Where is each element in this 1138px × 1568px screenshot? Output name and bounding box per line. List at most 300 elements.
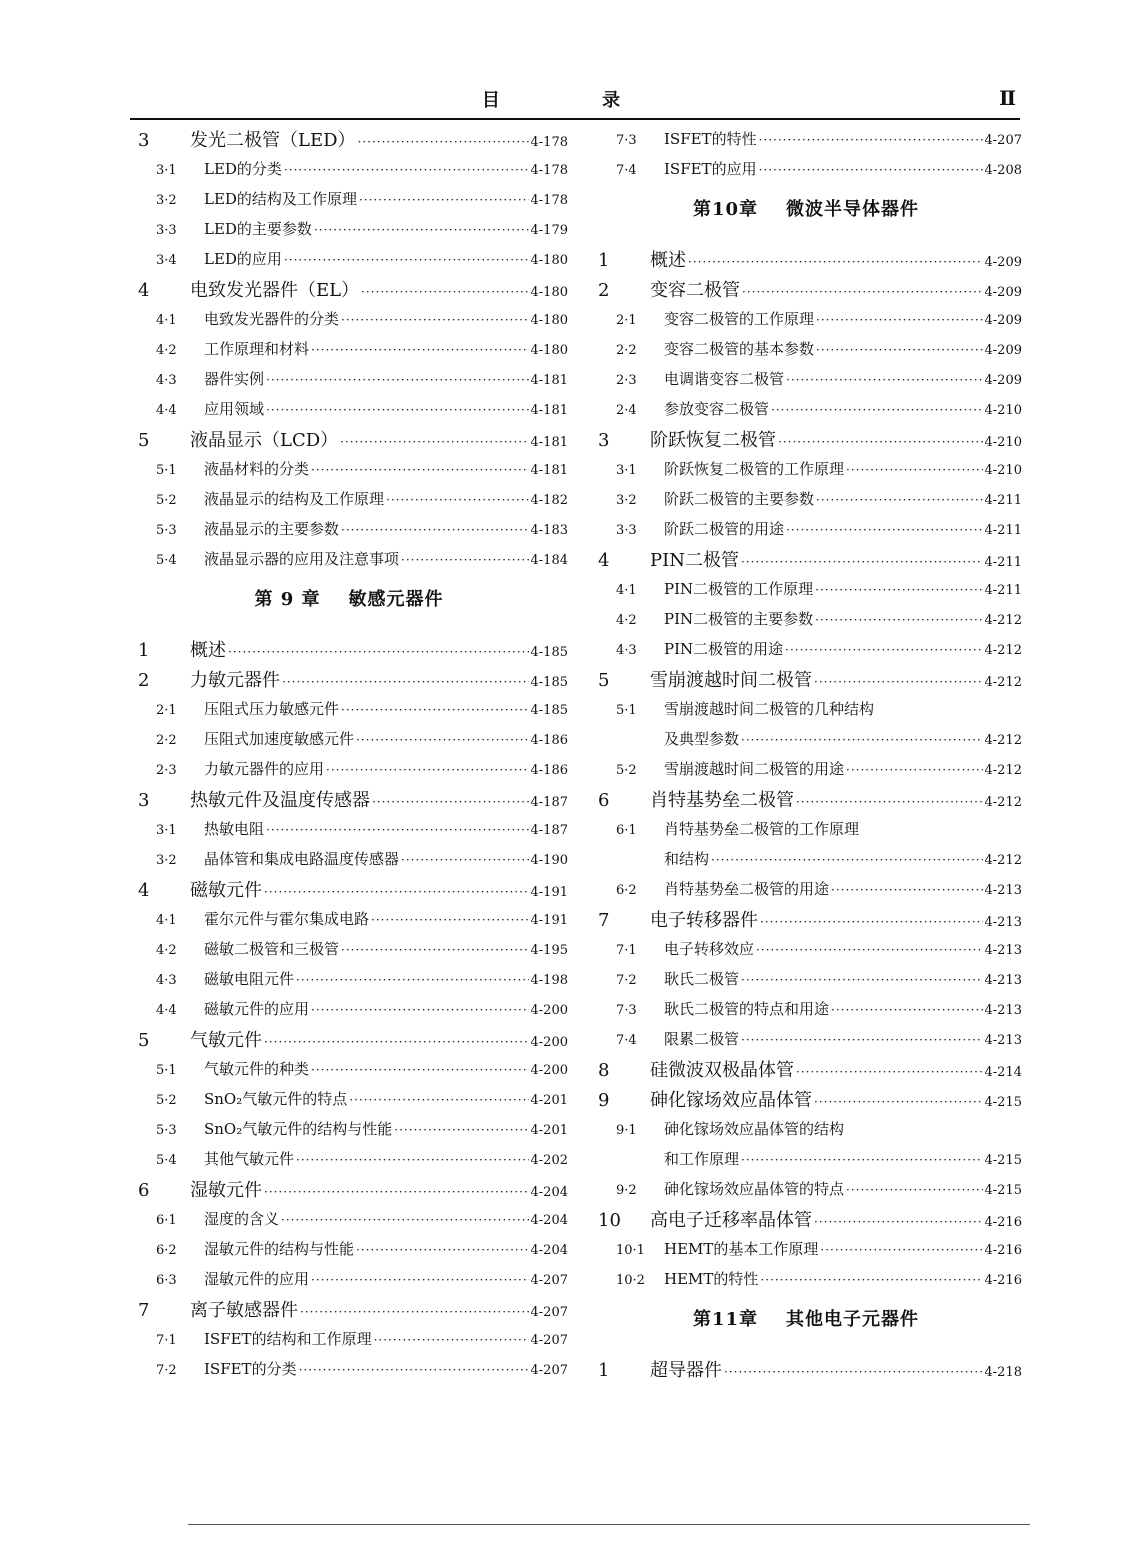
entry-title: SnO₂气敏元件的特点 <box>204 1090 348 1108</box>
entry-title: 磁敏二极管和三极管 <box>204 940 340 958</box>
toc-subsection-entry[interactable] <box>130 330 568 360</box>
entry-number: 4·2 <box>616 613 637 628</box>
entry-number: 7·1 <box>616 943 637 958</box>
toc-section-entry[interactable] <box>590 1050 1022 1080</box>
chapter-title: 敏感元器件 <box>348 589 444 610</box>
entry-page-number: 4-201 <box>530 1123 568 1138</box>
dot-leader <box>688 255 983 269</box>
toc-subsection-entry[interactable] <box>590 330 1022 360</box>
entry-number: 6 <box>138 1180 150 1201</box>
entry-number: 5·4 <box>156 1153 177 1168</box>
dot-leader <box>759 133 983 147</box>
entry-page-number: 4-182 <box>530 493 568 508</box>
dot-leader <box>741 1033 983 1047</box>
dot-leader <box>741 973 983 987</box>
toc-subsection-entry[interactable] <box>590 600 1022 630</box>
dot-leader <box>760 1273 982 1287</box>
entry-title: 和结构 <box>664 850 710 868</box>
entry-title: 耿氏二极管的特点和用途 <box>664 1000 830 1018</box>
toc-subsection-entry[interactable] <box>590 810 1022 840</box>
toc-section-entry[interactable] <box>590 270 1022 300</box>
toc-subsection-entry[interactable] <box>590 150 1022 180</box>
toc-subsection-entry[interactable] <box>590 930 1022 960</box>
entry-number: 6·1 <box>156 1213 177 1228</box>
toc-section-entry[interactable] <box>590 1350 1022 1380</box>
toc-subsection-entry[interactable] <box>590 750 1022 780</box>
entry-page-number: 4-180 <box>530 285 568 300</box>
entry-number: 5·2 <box>616 763 637 778</box>
entry-title: 高电子迁移率晶体管 <box>650 1210 812 1231</box>
toc-section-entry[interactable] <box>130 870 568 900</box>
dot-leader <box>760 915 983 929</box>
entry-page-number: 4-209 <box>984 343 1022 358</box>
entry-title: 湿敏元件 <box>190 1180 262 1201</box>
dot-leader <box>816 493 983 507</box>
entry-page-number: 4-211 <box>984 583 1022 598</box>
entry-number: 2·2 <box>156 733 177 748</box>
toc-subsection-entry[interactable] <box>130 540 568 570</box>
entry-title: 和工作原理 <box>664 1150 740 1168</box>
toc-subsection-entry[interactable] <box>590 510 1022 540</box>
dot-leader <box>341 943 529 957</box>
toc-subsection-entry[interactable] <box>130 900 568 930</box>
entry-title: 电致发光器件（EL） <box>190 280 360 301</box>
toc-subsection-entry[interactable] <box>130 300 568 330</box>
entry-page-number: 4-210 <box>984 403 1022 418</box>
toc-subsection-entry[interactable] <box>130 1110 568 1140</box>
footer-rule <box>188 1524 1030 1525</box>
entry-number: 2·1 <box>616 313 637 328</box>
entry-number: 2·3 <box>156 763 177 778</box>
entry-title: 气敏元件的种类 <box>204 1060 310 1078</box>
toc-subsection-entry[interactable] <box>130 1230 568 1260</box>
toc-subsection-entry[interactable] <box>590 1230 1022 1260</box>
entry-title: 应用领域 <box>204 400 265 418</box>
chapter-title: 其他电子元器件 <box>786 1309 920 1330</box>
entry-title: 电调谐变容二极管 <box>664 370 785 388</box>
toc-subsection-entry[interactable] <box>590 990 1022 1020</box>
entry-number: 7·3 <box>616 1003 637 1018</box>
page-header <box>130 84 1020 118</box>
dot-leader <box>281 1213 529 1227</box>
dot-leader <box>756 943 983 957</box>
dot-leader <box>401 553 529 567</box>
entry-page-number: 4-207 <box>530 1363 568 1378</box>
dot-leader <box>759 163 983 177</box>
dot-leader <box>711 853 983 867</box>
toc-section-entry[interactable] <box>130 270 568 300</box>
entry-title: 电子转移器件 <box>650 910 758 931</box>
toc-section-entry[interactable] <box>590 900 1022 930</box>
toc-left-column <box>130 120 568 1380</box>
entry-title: 湿敏元件的结构与性能 <box>204 1240 355 1258</box>
entry-page-number: 4-201 <box>530 1093 568 1108</box>
entry-number: 2 <box>598 280 610 301</box>
entry-page-number: 4-180 <box>530 313 568 328</box>
dot-leader <box>266 823 529 837</box>
entry-number: 4·4 <box>156 403 177 418</box>
toc-entry-continuation[interactable] <box>590 1140 1022 1170</box>
entry-title: 霍尔元件与霍尔集成电路 <box>204 910 370 928</box>
toc-section-entry[interactable] <box>590 660 1022 690</box>
entry-title: 晶体管和集成电路温度传感器 <box>204 850 400 868</box>
entry-title: 电子转移效应 <box>664 940 755 958</box>
dot-leader <box>831 1003 983 1017</box>
dot-leader <box>374 1333 529 1347</box>
toc-subsection-entry[interactable] <box>590 1170 1022 1200</box>
entry-page-number: 4-209 <box>984 255 1022 270</box>
entry-number: 7·2 <box>616 973 637 988</box>
entry-number: 2·3 <box>616 373 637 388</box>
entry-title: LED的主要参数 <box>204 220 312 238</box>
entry-number: 5 <box>138 430 150 451</box>
entry-page-number: 4-202 <box>530 1153 568 1168</box>
dot-leader <box>785 643 982 657</box>
entry-number: 5·2 <box>156 493 177 508</box>
toc-subsection-entry[interactable] <box>130 840 568 870</box>
entry-page-number: 4-185 <box>530 645 568 660</box>
toc-subsection-entry[interactable] <box>130 720 568 750</box>
entry-number: 6·2 <box>616 883 637 898</box>
entry-title: ISFET的应用 <box>664 160 757 178</box>
toc-section-entry[interactable] <box>590 240 1022 270</box>
entry-page-number: 4-204 <box>530 1185 568 1200</box>
toc-subsection-entry[interactable] <box>130 810 568 840</box>
entry-title: HEMT的基本工作原理 <box>664 1240 819 1258</box>
chapter-number: 第11章 <box>692 1309 759 1330</box>
entry-title: 及典型参数 <box>664 730 740 748</box>
toc-subsection-entry[interactable] <box>130 180 568 210</box>
toc-subsection-entry[interactable] <box>130 1320 568 1350</box>
entry-number: 3·2 <box>616 493 637 508</box>
dot-leader <box>284 253 529 267</box>
entry-page-number: 4-211 <box>984 493 1022 508</box>
entry-page-number: 4-214 <box>984 1065 1022 1080</box>
dot-leader <box>371 913 529 927</box>
toc-subsection-entry[interactable] <box>130 690 568 720</box>
entry-page-number: 4-218 <box>984 1365 1022 1380</box>
toc-subsection-entry[interactable] <box>590 570 1022 600</box>
dot-leader <box>815 583 982 597</box>
toc-section-entry[interactable] <box>130 420 568 450</box>
entry-title: ISFET的特性 <box>664 130 757 148</box>
entry-title: 热敏元件及温度传感器 <box>190 790 370 811</box>
entry-number: 2·4 <box>616 403 637 418</box>
entry-number: 7·2 <box>156 1363 177 1378</box>
toc-right-column <box>590 120 1022 1380</box>
toc-subsection-entry[interactable] <box>590 960 1022 990</box>
toc-subsection-entry[interactable] <box>130 960 568 990</box>
entry-page-number: 4-216 <box>984 1243 1022 1258</box>
toc-subsection-entry[interactable] <box>130 1200 568 1230</box>
entry-page-number: 4-180 <box>530 253 568 268</box>
toc-subsection-entry[interactable] <box>590 1110 1022 1140</box>
dot-leader <box>741 1153 983 1167</box>
entry-title: ISFET的结构和工作原理 <box>204 1330 372 1348</box>
entry-title: 电致发光器件的分类 <box>204 310 340 328</box>
chapter-heading <box>590 180 1022 240</box>
entry-title: LED的结构及工作原理 <box>204 190 357 208</box>
entry-number: 4·2 <box>156 343 177 358</box>
entry-page-number: 4-212 <box>984 763 1022 778</box>
entry-page-number: 4-184 <box>530 553 568 568</box>
dot-leader <box>314 223 529 237</box>
dot-leader <box>814 675 983 689</box>
dot-leader <box>814 1215 983 1229</box>
toc-subsection-entry[interactable] <box>590 480 1022 510</box>
toc-subsection-entry[interactable] <box>590 690 1022 720</box>
dot-leader <box>311 1063 529 1077</box>
dot-leader <box>264 885 529 899</box>
toc-subsection-entry[interactable] <box>130 1350 568 1380</box>
entry-title: 其他气敏元件 <box>204 1150 295 1168</box>
entry-page-number: 4-209 <box>984 285 1022 300</box>
entry-page-number: 4-210 <box>984 463 1022 478</box>
toc-section-entry[interactable] <box>130 660 568 690</box>
dot-leader <box>349 1093 528 1107</box>
dot-leader <box>282 675 529 689</box>
entry-page-number: 4-185 <box>530 703 568 718</box>
header-page-number: Ⅱ <box>999 86 1016 110</box>
entry-number: 7 <box>138 1300 150 1321</box>
entry-page-number: 4-200 <box>530 1003 568 1018</box>
entry-number: 3·1 <box>156 823 177 838</box>
entry-page-number: 4-216 <box>984 1273 1022 1288</box>
entry-number: 2·2 <box>616 343 637 358</box>
entry-number: 2 <box>138 670 150 691</box>
dot-leader <box>386 493 529 507</box>
toc-subsection-entry[interactable] <box>590 450 1022 480</box>
entry-number: 9·2 <box>616 1183 637 1198</box>
entry-page-number: 4-185 <box>530 675 568 690</box>
entry-page-number: 4-181 <box>530 435 568 450</box>
entry-page-number: 4-178 <box>530 193 568 208</box>
entry-page-number: 4-200 <box>530 1035 568 1050</box>
entry-page-number: 4-207 <box>530 1273 568 1288</box>
entry-number: 3 <box>138 790 150 811</box>
toc-subsection-entry[interactable] <box>590 300 1022 330</box>
entry-number: 3 <box>138 130 150 151</box>
dot-leader <box>284 163 529 177</box>
entry-title: 超导器件 <box>650 1360 722 1381</box>
entry-page-number: 4-213 <box>984 1003 1022 1018</box>
toc-subsection-entry[interactable] <box>590 1020 1022 1050</box>
entry-page-number: 4-212 <box>984 675 1022 690</box>
dot-leader <box>741 555 983 569</box>
entry-number: 3·4 <box>156 253 177 268</box>
entry-number: 6·1 <box>616 823 637 838</box>
entry-title: 力敏元器件 <box>190 670 280 691</box>
toc-section-entry[interactable] <box>130 1170 568 1200</box>
entry-number: 7·1 <box>156 1333 177 1348</box>
dot-leader <box>264 1185 529 1199</box>
toc-subsection-entry[interactable] <box>130 240 568 270</box>
entry-title: 压阻式压力敏感元件 <box>204 700 340 718</box>
dot-leader <box>771 403 983 417</box>
entry-number: 5 <box>598 670 610 691</box>
entry-title: 力敏元器件的应用 <box>204 760 325 778</box>
toc-subsection-entry[interactable] <box>130 510 568 540</box>
entry-number: 3·1 <box>616 463 637 478</box>
entry-page-number: 4-200 <box>530 1063 568 1078</box>
entry-number: 4 <box>138 280 150 301</box>
entry-number: 8 <box>598 1060 610 1081</box>
toc-entry-continuation[interactable] <box>590 840 1022 870</box>
dot-leader <box>846 1183 983 1197</box>
entry-page-number: 4-212 <box>984 613 1022 628</box>
dot-leader <box>300 1305 529 1319</box>
entry-number: 3·2 <box>156 193 177 208</box>
entry-number: 4 <box>138 880 150 901</box>
dot-leader <box>786 373 983 387</box>
toc-subsection-entry[interactable] <box>130 1080 568 1110</box>
entry-title: 砷化镓场效应晶体管的特点 <box>664 1180 845 1198</box>
entry-title: 肖特基势垒二极管 <box>650 790 794 811</box>
entry-title: SnO₂气敏元件的结构与性能 <box>204 1120 393 1138</box>
toc-subsection-entry[interactable] <box>590 360 1022 390</box>
entry-number: 3·2 <box>156 853 177 868</box>
toc-section-entry[interactable] <box>130 120 568 150</box>
entry-number: 3·1 <box>156 163 177 178</box>
entry-page-number: 4-204 <box>530 1243 568 1258</box>
toc-subsection-entry[interactable] <box>130 1260 568 1290</box>
dot-leader <box>341 703 529 717</box>
entry-title: 阶跃恢复二极管 <box>650 430 776 451</box>
entry-title: 耿氏二极管 <box>664 970 740 988</box>
dot-leader <box>311 1003 529 1017</box>
entry-number: 1 <box>138 640 150 661</box>
entry-title: 热敏电阻 <box>204 820 265 838</box>
toc-section-entry[interactable] <box>130 1020 568 1050</box>
entry-title: 液晶显示的结构及工作原理 <box>204 490 385 508</box>
toc-section-entry[interactable] <box>590 420 1022 450</box>
dot-leader <box>741 733 983 747</box>
chapter-title: 微波半导体器件 <box>786 199 920 220</box>
entry-number: 5·2 <box>156 1093 177 1108</box>
entry-page-number: 4-215 <box>984 1153 1022 1168</box>
entry-title: 磁敏元件的应用 <box>204 1000 310 1018</box>
dot-leader <box>394 1123 528 1137</box>
entry-title: ISFET的分类 <box>204 1360 297 1378</box>
toc-subsection-entry[interactable] <box>130 480 568 510</box>
entry-title: 肖特基势垒二极管的工作原理 <box>664 820 860 838</box>
entry-page-number: 4-215 <box>984 1183 1022 1198</box>
entry-page-number: 4-209 <box>984 313 1022 328</box>
toc-subsection-entry[interactable] <box>130 930 568 960</box>
entry-page-number: 4-195 <box>530 943 568 958</box>
entry-title: 变容二极管的基本参数 <box>664 340 815 358</box>
entry-number: 5·1 <box>156 1063 177 1078</box>
toc-subsection-entry[interactable] <box>130 150 568 180</box>
entry-page-number: 4-216 <box>984 1215 1022 1230</box>
dot-leader <box>796 795 983 809</box>
entry-number: 6 <box>598 790 610 811</box>
entry-page-number: 4-209 <box>984 373 1022 388</box>
entry-page-number: 4-179 <box>530 223 568 238</box>
entry-page-number: 4-207 <box>530 1333 568 1348</box>
toc-section-entry[interactable] <box>590 540 1022 570</box>
dot-leader <box>814 1095 983 1109</box>
entry-title: 器件实例 <box>204 370 265 388</box>
toc-subsection-entry[interactable] <box>130 1050 568 1080</box>
toc-subsection-entry[interactable] <box>130 990 568 1020</box>
toc-subsection-entry[interactable] <box>590 120 1022 150</box>
toc-section-entry[interactable] <box>590 1080 1022 1110</box>
toc-section-entry[interactable] <box>590 780 1022 810</box>
toc-subsection-entry[interactable] <box>590 1260 1022 1290</box>
toc-section-entry[interactable] <box>130 780 568 810</box>
dot-leader <box>359 193 529 207</box>
entry-title: 液晶显示的主要参数 <box>204 520 340 538</box>
chapter-number: 第10章 <box>692 199 759 220</box>
entry-title: 磁敏元件 <box>190 880 262 901</box>
entry-number: 4 <box>598 550 610 571</box>
entry-title: 磁敏电阻元件 <box>204 970 295 988</box>
entry-page-number: 4-212 <box>984 853 1022 868</box>
entry-number: 4·3 <box>616 643 637 658</box>
entry-title: 雪崩渡越时间二极管 <box>650 670 812 691</box>
entry-page-number: 4-210 <box>984 435 1022 450</box>
toc-subsection-entry[interactable] <box>590 870 1022 900</box>
dot-leader <box>401 853 529 867</box>
entry-number: 7·4 <box>616 1033 637 1048</box>
entry-page-number: 4-178 <box>530 163 568 178</box>
entry-number: 10·2 <box>616 1273 645 1288</box>
entry-page-number: 4-207 <box>530 1305 568 1320</box>
entry-page-number: 4-180 <box>530 343 568 358</box>
entry-page-number: 4-208 <box>984 163 1022 178</box>
entry-title: 参放变容二极管 <box>664 400 770 418</box>
entry-number: 7·4 <box>616 163 637 178</box>
toc-section-entry[interactable] <box>130 630 568 660</box>
toc-section-entry[interactable] <box>590 1200 1022 1230</box>
dot-leader <box>326 763 529 777</box>
entry-page-number: 4-186 <box>530 763 568 778</box>
entry-number: 4·4 <box>156 1003 177 1018</box>
toc-subsection-entry[interactable] <box>130 1140 568 1170</box>
entry-title: 阶跃二极管的用途 <box>664 520 785 538</box>
toc-section-entry[interactable] <box>130 1290 568 1320</box>
entry-title: PIN二极管 <box>650 550 739 571</box>
dot-leader <box>356 1243 529 1257</box>
entry-page-number: 4-187 <box>530 823 568 838</box>
toc-subsection-entry[interactable] <box>130 750 568 780</box>
toc-subsection-entry[interactable] <box>590 630 1022 660</box>
dot-leader <box>846 763 983 777</box>
entry-page-number: 4-190 <box>530 853 568 868</box>
entry-title: 砷化镓场效应晶体管 <box>650 1090 812 1111</box>
entry-number: 6·3 <box>156 1273 177 1288</box>
entry-number: 3·3 <box>616 523 637 538</box>
entry-page-number: 4-187 <box>530 795 568 810</box>
entry-number: 4·1 <box>616 583 637 598</box>
toc-subsection-entry[interactable] <box>130 210 568 240</box>
entry-page-number: 4-178 <box>530 135 568 150</box>
toc-subsection-entry[interactable] <box>590 390 1022 420</box>
entry-title: HEMT的特性 <box>664 1270 759 1288</box>
entry-title: PIN二极管的主要参数 <box>664 610 814 628</box>
toc-subsection-entry[interactable] <box>130 360 568 390</box>
entry-title: 概述 <box>190 640 226 661</box>
dot-leader <box>358 135 529 149</box>
entry-page-number: 4-181 <box>530 403 568 418</box>
toc-entry-continuation[interactable] <box>590 720 1022 750</box>
entry-title: 发光二极管（LED） <box>190 130 356 151</box>
toc-subsection-entry[interactable] <box>130 450 568 480</box>
entry-title: 工作原理和材料 <box>204 340 310 358</box>
dot-leader <box>786 523 983 537</box>
toc-subsection-entry[interactable] <box>130 390 568 420</box>
